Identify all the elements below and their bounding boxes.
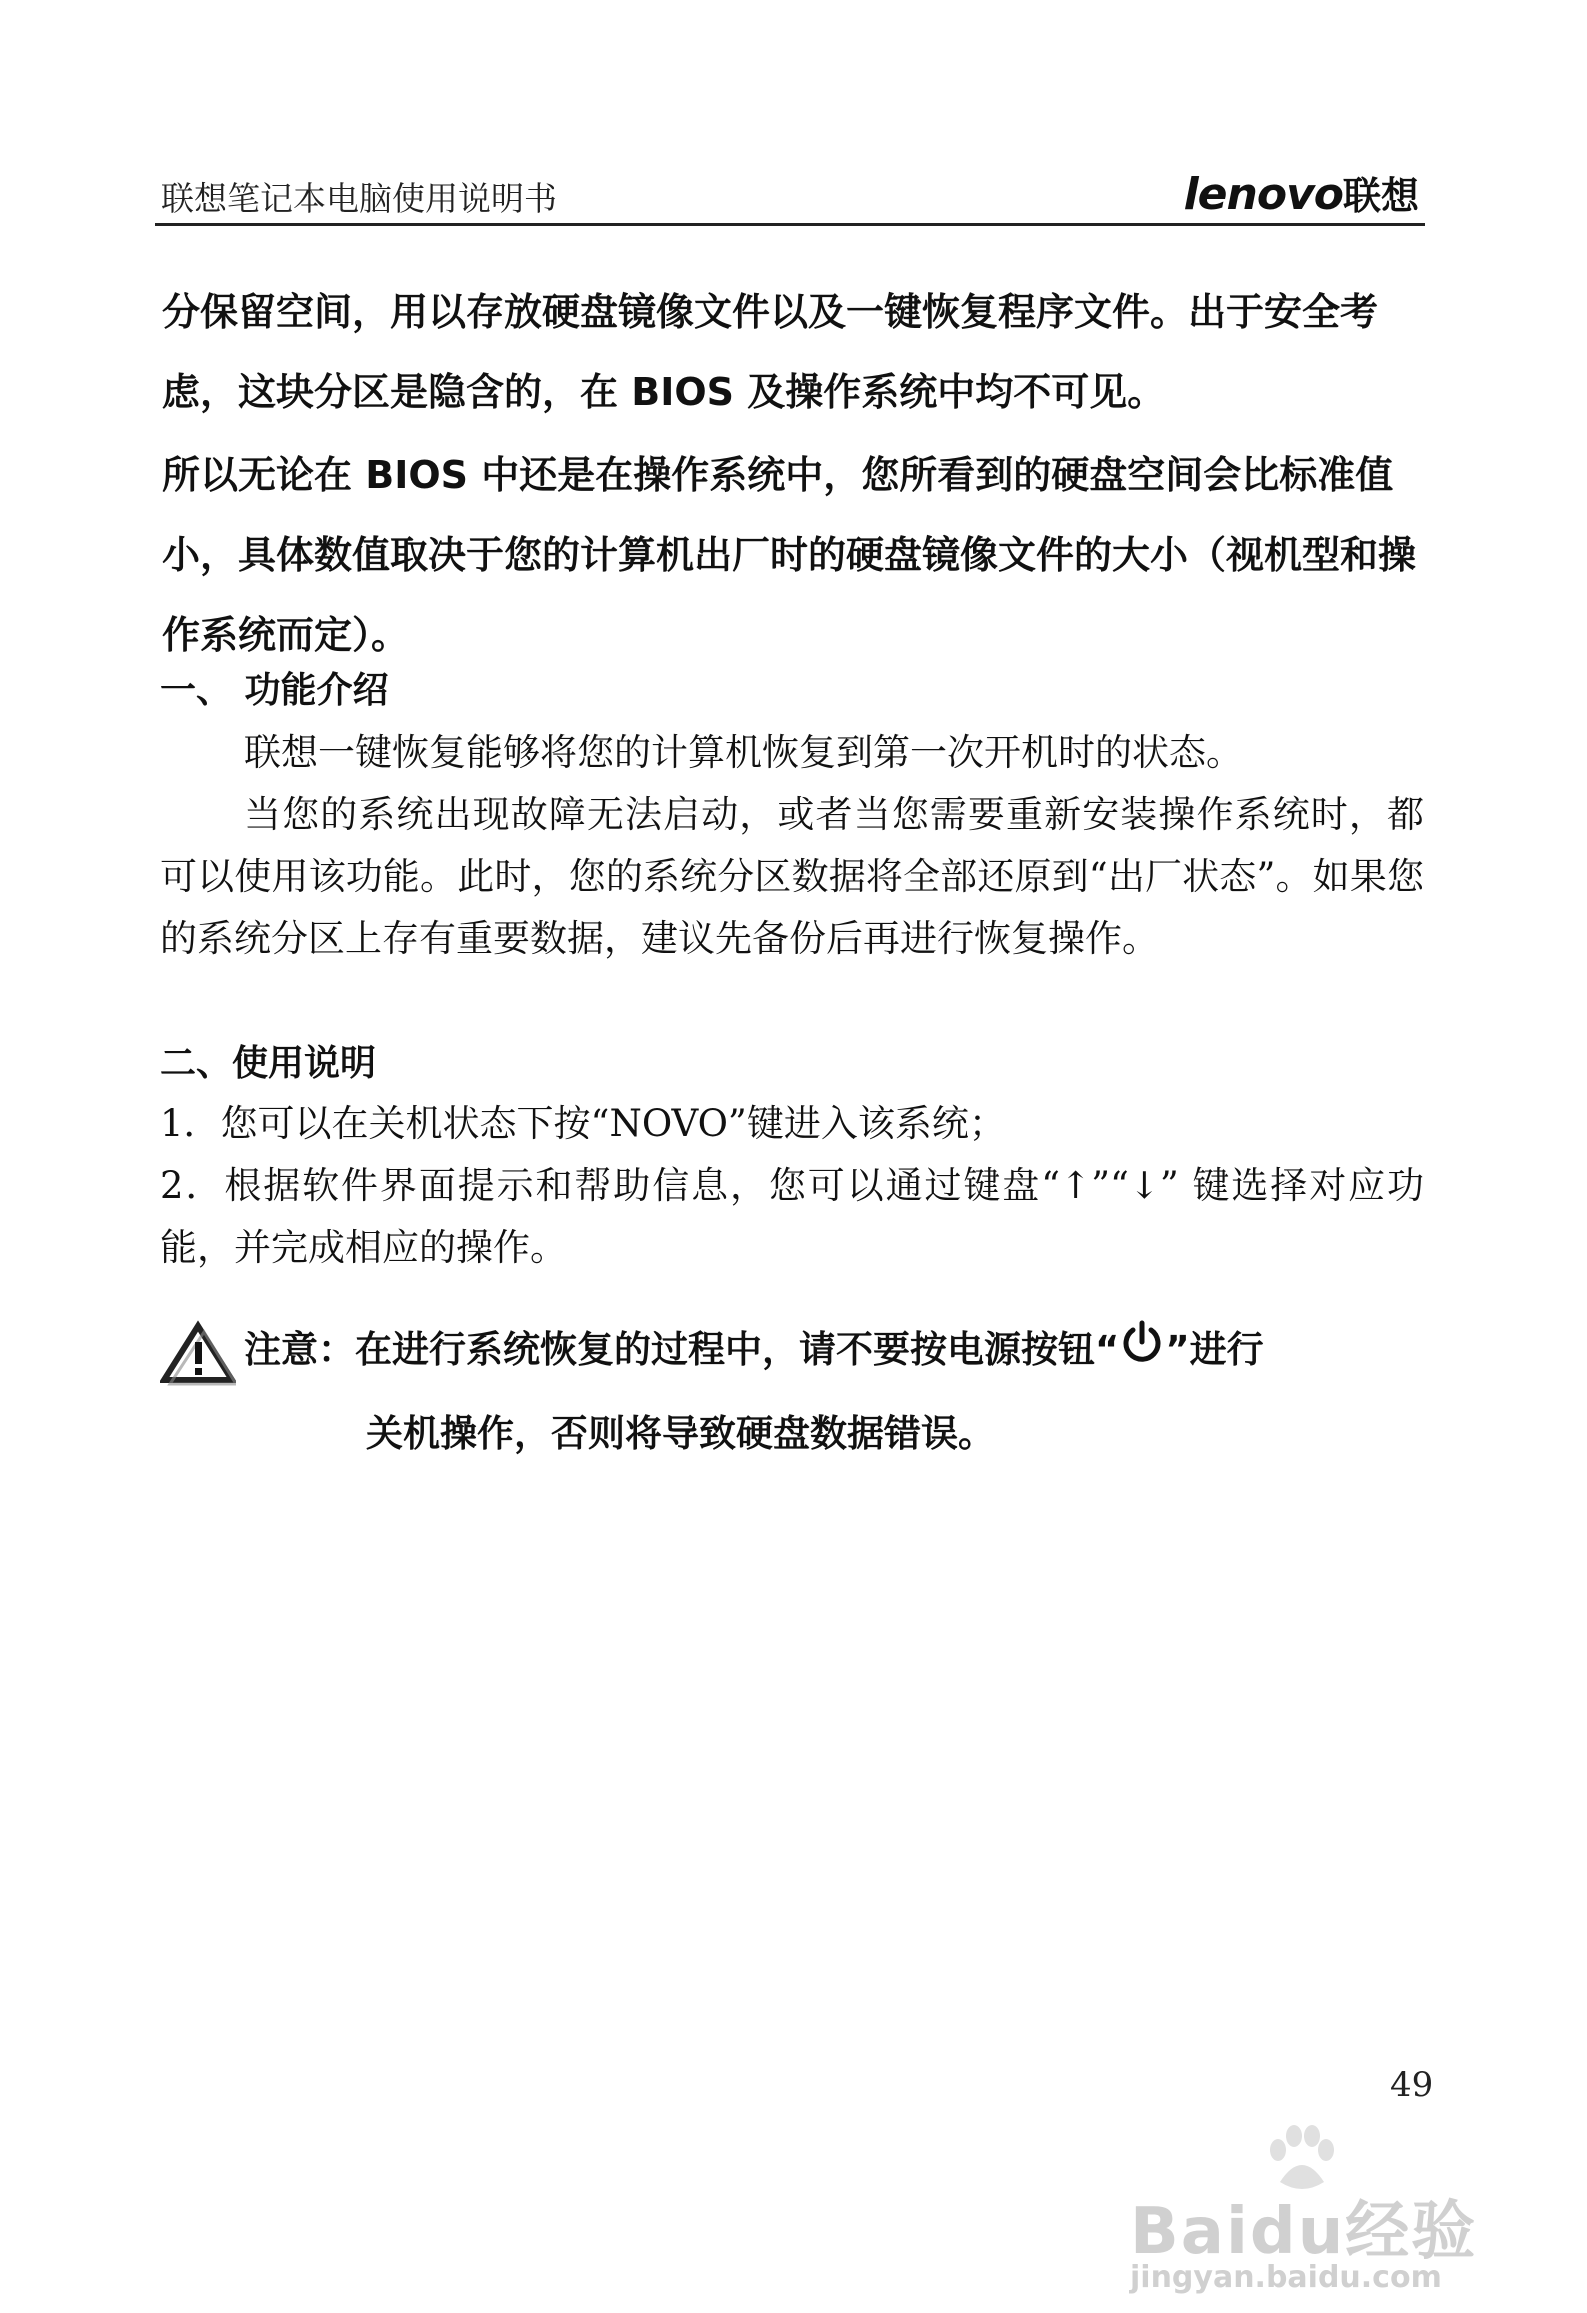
instruction-item-2: 2．根据软件界面提示和帮助信息，您可以通过键盘“↑”“↓” 键选择对应功能，并完成相应的操作。 [160, 1164, 1424, 1269]
section-1-paragraph-1: 联想一键恢复能够将您的计算机恢复到第一次开机时的状态。 [244, 731, 1243, 774]
watermark-brand: Baidu经验 [1130, 2195, 1478, 2269]
note-text-after: ”进行 [1165, 1328, 1264, 1371]
note-line-2: 关机操作，否则将导致硬盘数据错误。 [366, 1412, 995, 1455]
note-line-1 [244, 1310, 1264, 1390]
lenovo-logo [1184, 165, 1419, 220]
manual-title: 联想笔记本电脑使用说明书 [161, 179, 557, 218]
note-text-before: 注意：在进行系统恢复的过程中，请不要按电源按钮“ [244, 1328, 1120, 1371]
logo-text: lenovo [1183, 169, 1343, 220]
section-2-heading: 二、使用说明 [160, 1043, 377, 1084]
baidu-watermark [1110, 2120, 1490, 2300]
power-icon [1119, 1320, 1165, 1366]
page-header [155, 165, 1425, 226]
instruction-item-1: 1．您可以在关机状态下按“NOVO”键进入该系统； [160, 1102, 1006, 1145]
watermark-url: jingyan.baidu.com [1130, 2260, 1442, 2295]
page-number: 49 [1390, 2065, 1434, 2105]
warning-triangle-icon [160, 1320, 236, 1386]
logo-cn: 联想 [1342, 174, 1419, 218]
intro-paragraph-2: 所以无论在 BIOS 中还是在操作系统中，您所看到的硬盘空间会比标准值小，具体数值取决于您的计算机出厂时的硬盘镜像文件的大小（视机型和操作系统而定）。 [162, 453, 1417, 657]
section-1-paragraph-2: 当您的系统出现故障无法启动，或者当您需要重新安装操作系统时，都可以使用该功能。此时，您的系统分区数据将全部还原到“出厂状态”。如果您的系统分区上存有重要数据，建议先备份后再进行恢复操作。 [160, 793, 1424, 960]
intro-paragraph-1: 分保留空间，用以存放硬盘镜像文件以及一键恢复程序文件。出于安全考虑，这块分区是隐含的，在 BIOS 及操作系统中均不可见。 [162, 290, 1379, 414]
section-1-heading: 一、 功能介绍 [160, 670, 389, 711]
